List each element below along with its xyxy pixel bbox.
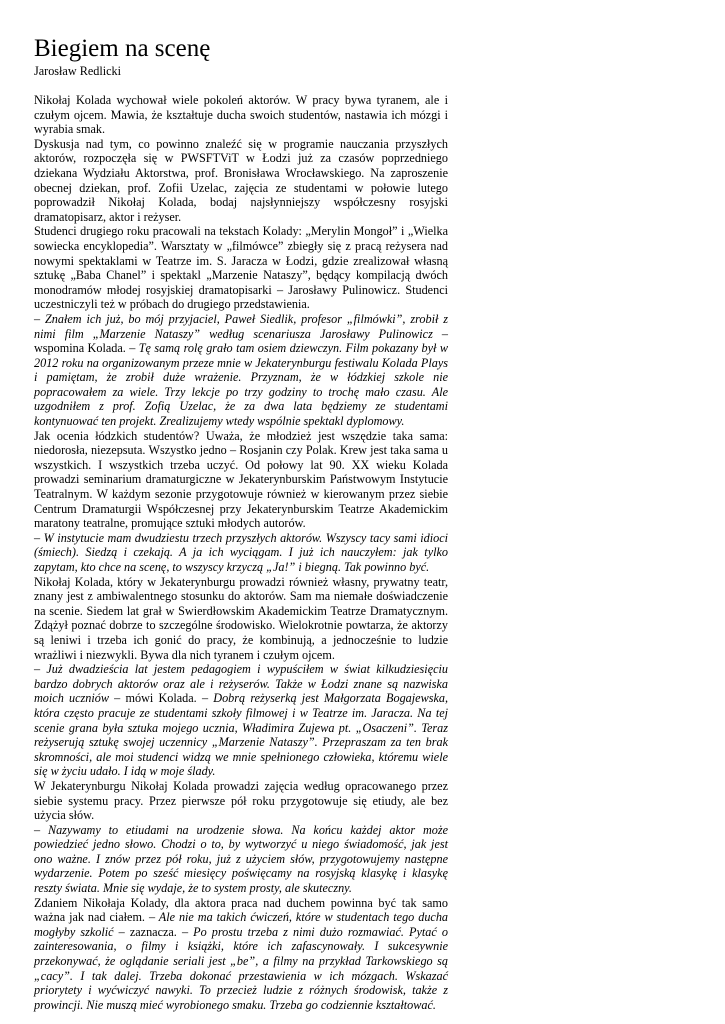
article [34,34,448,1012]
paragraph-7-part-d: – Po prostu trzeba z nimi dużo rozmawiać. Pytać o zainteresowania, o filmy i książki, które ich zafascynowały. I sukcesywnie przekonywać, że oglądanie seriali jest „be”, a filmy na przykład Tarkowskiego są „cacy”. I tak dalej. Trzeba dokonać przestawienia w ich mózgach. Wskazać priorytety i wyćwiczyć nawyki. To przecież ludzie z różnych środowisk, także z prowincji. Nie muszą mieć wyrobionego smaku. Trzeba go codziennie kształtować. [34,924,448,1012]
paragraph-5: Nikołaj Kolada, który w Jekaterynburgu prowadzi również własny, prywatny teatr, znany jest z ambiwalentnego stosunku do aktorów. Sam ma niemałe doświadczenie na scenie. Siedem lat grał w Swierdłowskim Akademickim Teatrze Dramatycznym. Zdążył poznać dobrze to szczególne środowisko. Wielokrotnie powtarza, że aktorzy są leniwi i trzeba ich gonić do pracy, że kombinują, a jednocześnie to ludzie wrażliwi i niezwykli. Bywa dla nich tyranem i czułym ojcem. [34,574,448,662]
quote-3-attribution: mówi Kolada. – [120,691,214,706]
paragraph-1: Nikołaj Kolada wychował wiele pokoleń aktorów. W pracy bywa tyranem, ale i czułym ojcem. Mawia, że kształtuje ducha swoich studentów, nastawia ich mózgi i wyrabia smak. [34,93,448,137]
article-title: Biegiem na scenę [34,35,211,62]
quote-3-part-c: Dobrą reżyserką jest Małgorzata Bogajewska, która często pracuje ze studentami szkoły filmowej i w Teatrze im. Jaracza. Na tej scenie grana była sztuka mojego ucznia, Władimira Zujewa pt. „Osaczeni”. Teraz reżyserują sztukę swojej uczennicy „Marzenie Nataszy”. Przepraszam za ten brak skromności, ale moi studenci widzą we mnie spełnionego człowieka, któremu wiele się w życiu udało. I idą w moje ślady. [34,691,448,779]
quote-1 [34,312,448,429]
quote-3 [34,662,448,779]
quote-1-attribution: wspomina Kolada. – [34,341,139,356]
paragraph-7-part-a: Zdaniem Nikołaja Kolady, dla aktora praca nad duchem powinna być tak samo ważna jak nad ciałem. [34,895,448,925]
article-body [34,93,448,1012]
paragraph-7-part-b: – Ale nie ma takich ćwiczeń, które w studentach tego ducha mogłyby szkolić [34,910,449,939]
article-author: Jarosław Redlicki [34,64,121,78]
paragraph-2: Dyskusja nad tym, co powinno znaleźć się w programie nauczania przyszłych aktorów, rozpoczęła się w PWSFTViT w Łodzi już za czasów poprzedniego dziekana Wydziału Aktorstwa, prof. Bronisława Wrocławskiego. Na zaproszenie obecnej dziekan, prof. Zofii Uzelac, zajęcia ze studentami w połowie lutego poprowadził Nikołaj Kolada, bodaj najsłynniejszy współczesny rosyjski dramatopisarz, aktor i reżyser. [34,136,448,224]
quote-2: – W instytucie mam dwudziestu trzech przyszłych aktorów. Wszyscy tacy sami idioci (śmiech). Siedzą i czekają. A ja ich wyciągam. I już ich nauczyłem: jak tylko zapytam, kto chce na scenę, to wszyscy krzyczą „Ja!” i biegną. Tak powinno być. [34,530,448,574]
quote-1-part-c: Tę samą rolę grało tam osiem dziewczyn. Film pokazany był w 2012 roku na organizowanym przeze mnie w Jekaterynburgu festiwalu Kolada Plays i pamiętam, że zrobił duże wrażenie. Przyznam, że w łódzkiej szkole nie popracowałem za wiele. Trzy lekcje po trzy godziny to trochę mało czasu. Ale uzgodniłem z prof. Zofią Uzelac, że za dwa lata będziemy ze studentami kontynuować ten projekt. Zrealizujemy wtedy wspólnie spektakl dyplomowy. [34,341,448,429]
paragraph-3: Studenci drugiego roku pracowali na tekstach Kolady: „Merylin Mongoł” i „Wielka sowiecka encyklopedia”. Warsztaty w „filmówce” zbiegły się z pracą reżysera nad nowymi spektaklami w Teatrze im. S. Jaracza w Łodzi, gdzie zrealizował własną sztukę „Baba Chanel” i spektakl „Marzenie Nataszy”, będący kompilacją dwóch monodramów młodej rosyjskiej dramatopisarki – Jarosławy Pulinowicz. Studenci uczestniczyli też w próbach do drugiego przedstawienia. [34,224,448,312]
paragraph-4: Jak ocenia łódzkich studentów? Uważa, że młodzież jest wszędzie taka sama: niedorosła, niezepsuta. Wszystko jedno – Rosjanin czy Polak. Krew jest taka sama u wszystkich. I wszystkich trzeba uczyć. Od połowy lat 90. XX wieku Kolada prowadzi seminarium dramaturgiczne w Jekaterynburskim Państwowym Instytucie Teatralnym. W każdym sezonie przygotowuje również w kierowanym przez siebie Centrum Dramaturgii Współczesnej przy Jekaterynburskim Teatrze Akademickim maratony teatralne, promujące sztuki młodych autorów. [34,428,448,531]
paragraph-7 [34,896,448,1013]
quote-3-part-a: – Już dwadzieścia lat jestem pedagogiem i wypuściłem w świat kilkudziesięciu bardzo dobrych aktorów oraz ale i reżyserów. Także w Łodzi znane są nazwiska moich uczniów – [34,662,448,706]
quote-4: – Nazywamy to etiudami na urodzenie słowa. Na końcu każdej aktor może powiedzieć jedno słowo. Chodzi o to, by wytworzyć u niego świadomość, jak jest ono ważne. I znów przez pół roku, już z użyciem słów, przygotowujemy następne wydarzenie. Potem po sześć miesięcy poświęcamy na rosyjską klasykę i klasykę reszty świata. Mnie się wydaje, że to system prosty, ale skuteczny. [34,822,448,896]
quote-1-part-a: – Znałem ich już, bo mój przyjaciel, Paweł Siedlik, profesor „filmówki”, zrobił z nimi film „Marzenie Nataszy” według scenariusza Jarosławy Pulinowicz – [34,311,448,341]
paragraph-6: W Jekaterynburgu Nikołaj Kolada prowadzi zajęcia według opracowanego przez siebie systemu pracy. Przez pierwsze pół roku przygotowuje się etiudy, ale bez użycia słów. [34,778,448,823]
paragraph-7-part-c: – zaznacza. [113,924,182,939]
